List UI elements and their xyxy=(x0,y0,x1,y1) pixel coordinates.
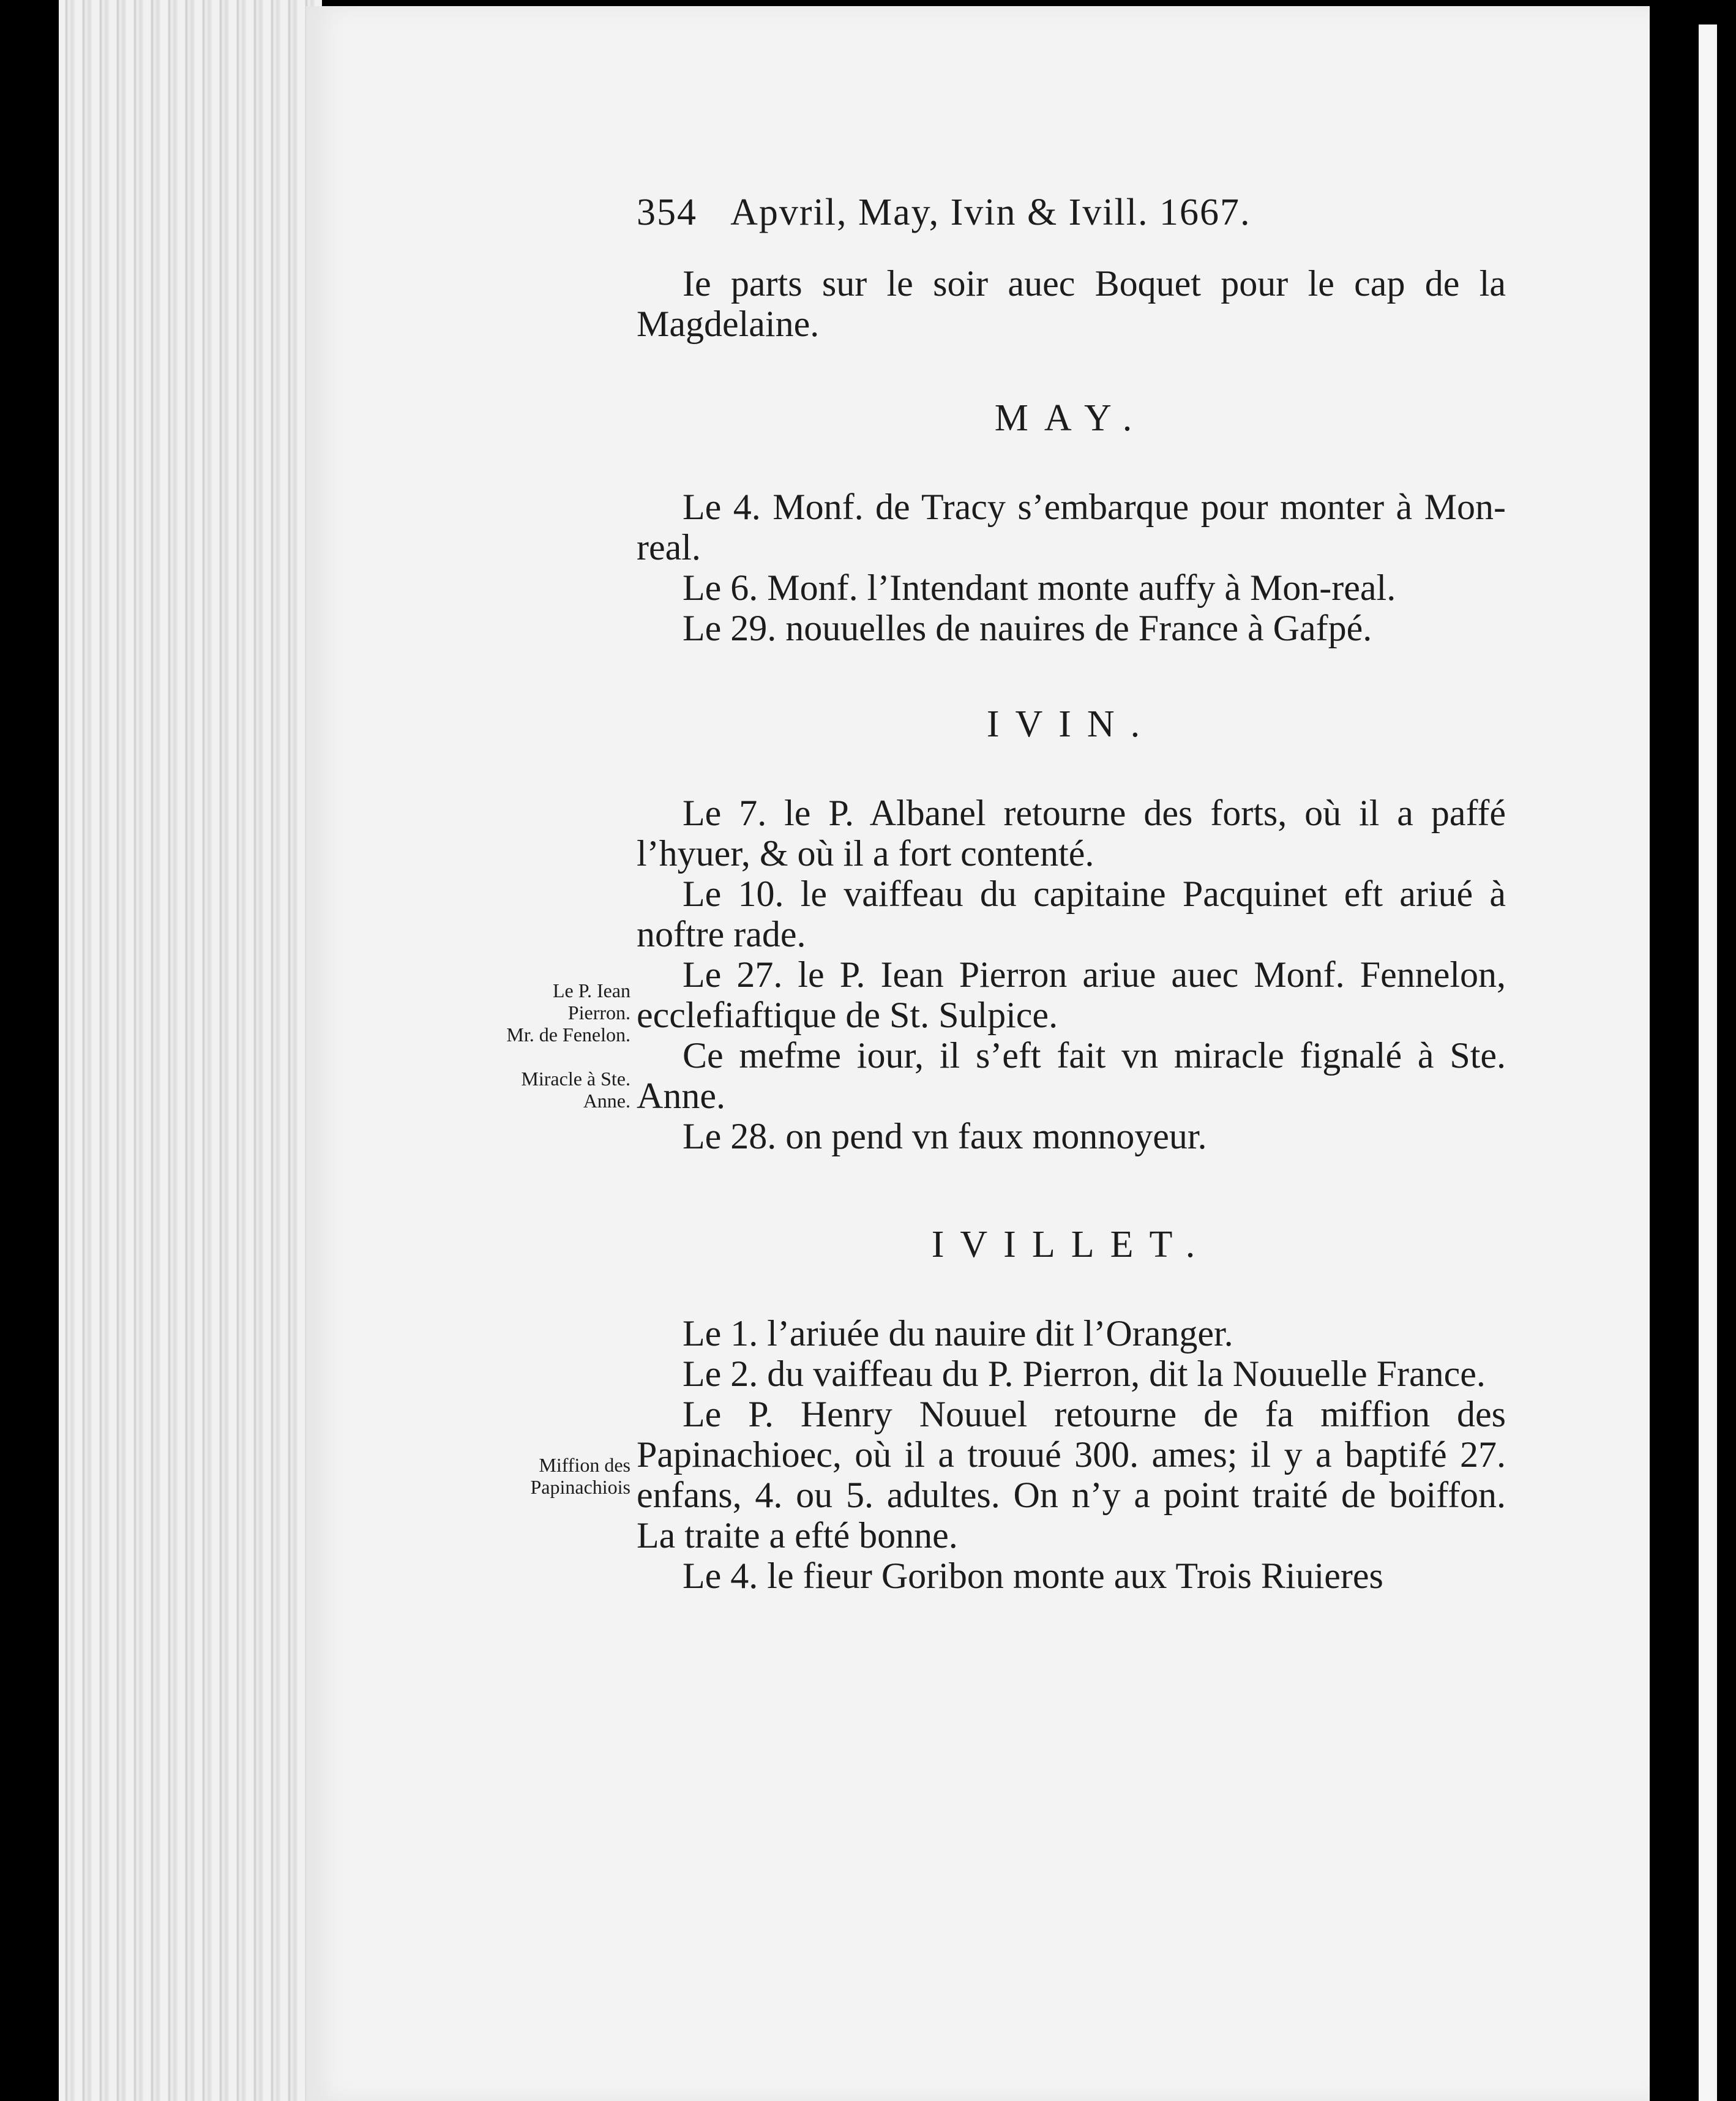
margin-note: Miracle à Ste. Anne. xyxy=(521,1068,630,1112)
section-ivillet xyxy=(637,1224,1506,1265)
paragraph: Le 2. du vaiffeau du P. Pierron, dit la Nouuelle France. xyxy=(683,1354,1486,1394)
running-header xyxy=(637,191,1251,234)
ivin-entries xyxy=(637,793,1506,1156)
paragraph: Le 1. l’ariuée du nauire dit l’Oranger. xyxy=(683,1313,1233,1354)
may-entries xyxy=(637,487,1506,648)
page-number: 354 xyxy=(637,192,697,233)
section-may xyxy=(637,398,1506,438)
next-page-edge xyxy=(1699,24,1717,2101)
section-heading: MAY. xyxy=(994,397,1148,439)
gutter-shadow xyxy=(1650,0,1699,2101)
paragraph: Le 7. le P. Albanel retourne des forts, où il a paffé l’hyuer, & où il a fort contenté. xyxy=(637,793,1506,874)
ivillet-entries xyxy=(637,1313,1506,1596)
margin-note: Le P. Iean Pierron. xyxy=(552,979,630,1024)
section-ivin xyxy=(637,704,1506,744)
paragraph: Le 4. Monf. de Tracy s’embarque pour monter à Mon-real. xyxy=(637,487,1506,567)
paragraph: Ie parts sur le soir auec Boquet pour le cap de la Magdelaine. xyxy=(637,263,1506,344)
intro-block xyxy=(637,263,1506,344)
paragraph: Le 6. Monf. l’Intendant monte auffy à Mon-real. xyxy=(683,567,1396,608)
running-title: Apvril, May, Ivin & Ivill. 1667. xyxy=(730,192,1251,233)
page-edges xyxy=(59,0,322,2101)
margin-note: Mr. de Fenelon. xyxy=(506,1024,630,1046)
section-heading: IVIN. xyxy=(986,703,1156,745)
paragraph: Le 10. le vaiffeau du capitaine Pacquinet eft ariué à noftre rade. xyxy=(637,874,1506,954)
paragraph: Le P. Henry Nouuel retourne de fa miffion des Papinachioec, où il a trouué 300. ames; il y a baptifé 27. enfans, 4. ou 5. adultes. On n’y a point traité de boiffon. La traite a efté bonne. xyxy=(637,1394,1506,1556)
paragraph: Le 28. on pend vn faux monnoyeur. xyxy=(683,1116,1207,1156)
paragraph: Ce mefme iour, il s’eft fait vn miracle fignalé à Ste. Anne. xyxy=(637,1035,1506,1116)
section-heading: IVILLET. xyxy=(931,1224,1211,1265)
paragraph: Le 29. nouuelles de nauires de France à Gafpé. xyxy=(683,608,1372,648)
paragraph: Le 27. le P. Iean Pierron ariue auec Monf. Fennelon, ecclefiaftique de St. Sulpice. xyxy=(637,954,1506,1035)
margin-note: Miffion des Papinachiois xyxy=(530,1454,630,1498)
paragraph: Le 4. le fieur Goribon monte aux Trois Riuieres xyxy=(683,1556,1383,1596)
